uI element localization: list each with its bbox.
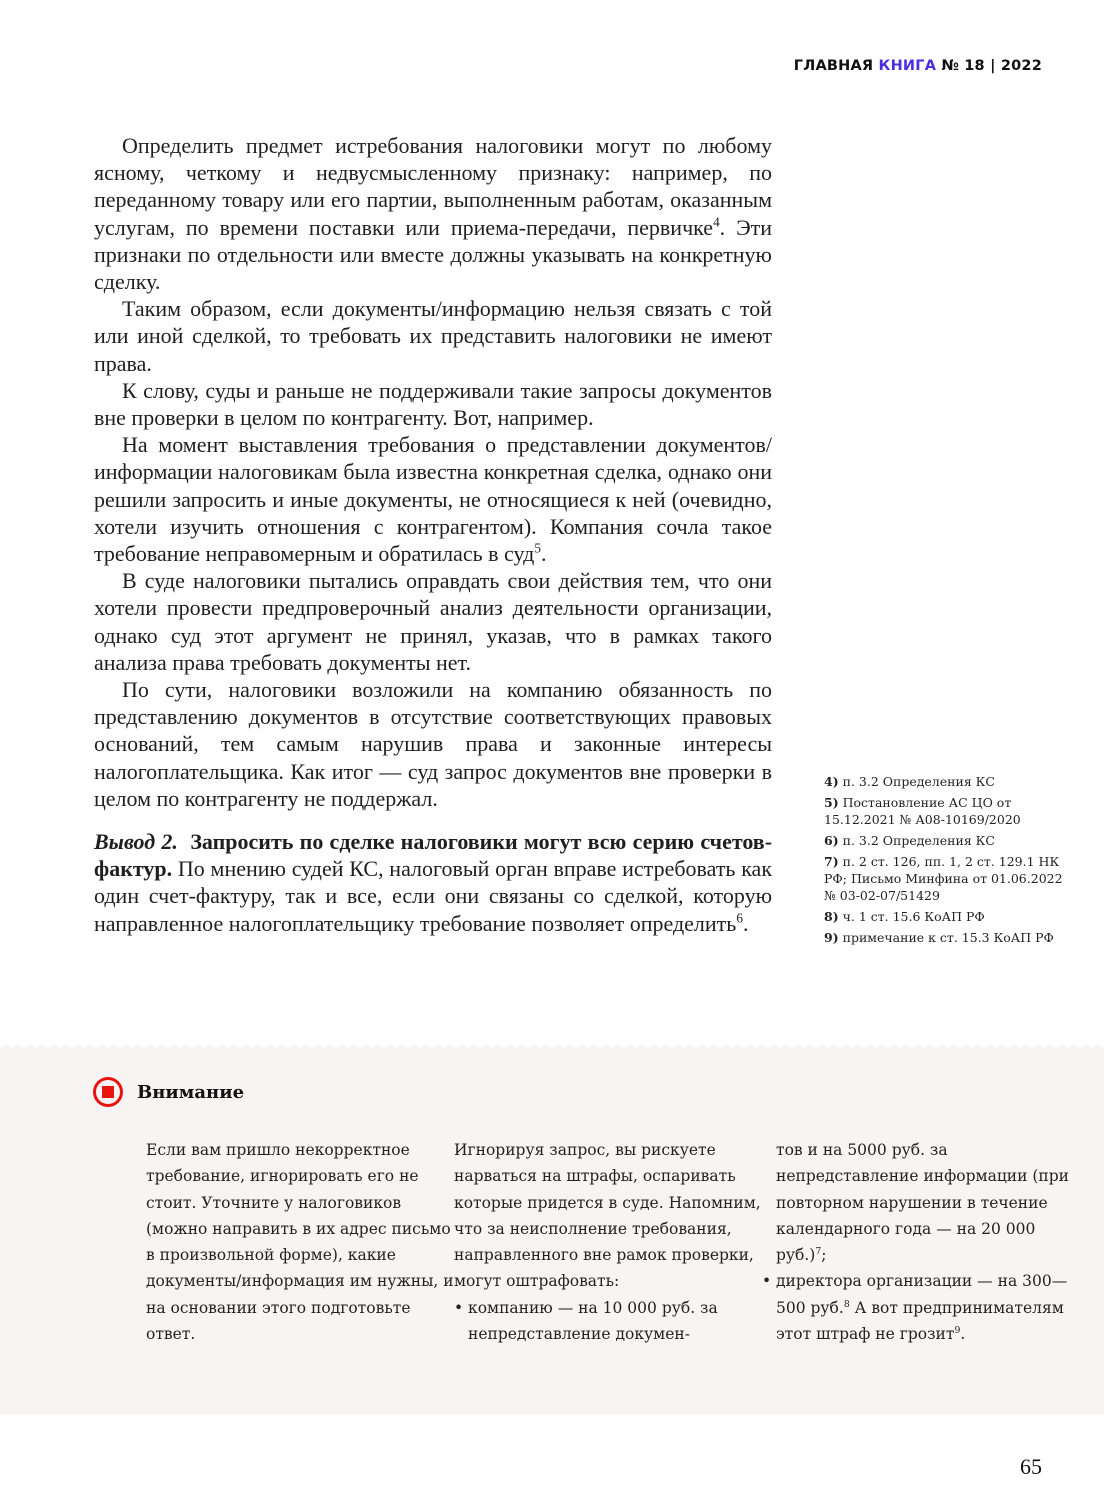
footnote: 4) п. 3.2 Определения КС [824,774,995,789]
paragraph: К слову, суды и раньше не поддерживали такие запросы документов вне проверки в целом по контрагенту. Вот, например. [94,377,772,431]
footnote: 6) п. 3.2 Определения КС [824,833,995,848]
brand-name: ГЛАВНАЯ [793,58,874,74]
conclusion-label: Вывод 2. [94,829,178,855]
footnote: 5) Постановление АС ЦО от 15.12.2021 № А08-10169/2020 [824,795,1021,827]
list-item-continued: тов и на 5000 руб. за непредставление информации (при повторном нарушении в течение календарного года — на 20 000 руб.)$^7$; [776,1141,1070,1265]
footnote: 7) п. 2 ст. 126, пп. 1, 2 ст. 129.1 НК РФ; Письмо Минфина от 01.06.2022 № 03-02-07/51429 [824,854,1063,903]
scalloped-edge [0,1042,1104,1050]
footnotes-sidebar [824,773,1064,950]
paragraph: Определить предмет истребования налоговики могут по любому ясному, четкому и недвусмысленному признаку: например, по переданному товару или его партии, выполненным работам, оказанным услугам, по времени поставки или приема-передачи, первичке$^4$. Эти признаки по отдельности или вместе должны указывать на конкретную сделку. [94,133,772,295]
fines-list [454,1295,762,1348]
page-number: 65 [1020,1454,1042,1479]
stop-warning-icon [93,1077,123,1107]
fines-list-continued [762,1137,1070,1347]
attention-callout [0,1048,1104,1414]
callout-column-2: Игнорируя запрос, вы рискуете нарваться на штрафы, оспаривать которые придется в суде. Напомним, что за неисполнение требования, направленного вне рамок проверки, могут оштрафовать: • компанию — на 10 000 руб. за непредставление докумен- [454,1137,762,1347]
callout-column-1: Если вам пришло некорректное требование, игнорировать его не стоит. Уточните у налоговиков (можно направить в их адрес письмо в произвольной форме), какие документы/информация им нужны, и на основании этого подготовьте ответ. [146,1141,454,1344]
callout-header [93,1077,244,1107]
brand-name-accent: КНИГА [878,58,937,74]
issue-number: № 18 | 2022 [941,58,1042,74]
list-item: • директора организации — на 300—500 руб.$^8$ А вот предпринимателям этот штраф не грозит$^9$. [762,1268,1070,1347]
paragraph: На момент выставления требования о представлении документов/информации налоговикам была известна конкретная сделка, однако они решили запросить и иные документы, не относящиеся к ней (очевидно, хотели изучить отношения с контрагентом). Компания сочла такое требование неправомерным и обратилась в суд$^5$. [94,432,772,567]
footnote-ref[interactable]: 4 [713,214,720,230]
footnote: 9) примечание к ст. 15.3 КоАП РФ [824,930,1054,945]
paragraph: По сути, налоговики возложили на компанию обязанность по представлению документов в отсутствие соответствующих правовых оснований, тем самым нарушив права и законные интересы налогоплательщика. Как итог — суд запрос документов вне проверки в целом по контрагенту не поддержал. [94,677,772,811]
article-body [94,132,772,937]
footnote-ref[interactable]: 9 [954,1324,961,1336]
footnote: 8) ч. 1 ст. 15.6 КоАП РФ [824,909,985,924]
footnote-ref[interactable]: 5 [534,540,541,556]
callout-columns [146,1137,1070,1347]
conclusion-headline: Запросить по сделке налоговики могут всю серию счетов-фактур. [94,829,773,882]
list-item: • компанию — на 10 000 руб. за непредставление докумен- [454,1295,762,1348]
callout-title: Внимание [137,1081,245,1103]
conclusion-paragraph: Вывод 2. Запросить по сделке налоговики могут всю серию счетов-фактур. По мнению судей КС, налоговый орган вправе истребовать как один счет-фактуру, так и все, если они связаны со сделкой, которую направленное налогоплательщику требование позволяет определить$^6$. [94,829,773,936]
footnote-ref[interactable]: 6 [736,910,743,926]
paragraph: Таким образом, если документы/информацию нельзя связать с той или иной сделкой, то требовать их представить налоговики не имеют права. [94,296,772,376]
footnote-ref[interactable]: 7 [815,1246,822,1258]
magazine-masthead [794,58,1042,74]
footnote-ref[interactable]: 8 [843,1298,850,1310]
paragraph: В суде налоговики пытались оправдать свои действия тем, что они хотели провести предпроверочный анализ деятельности организации, однако суд этот аргумент не принял, указав, что в рамках такого анализа права требовать документы нет. [94,568,772,675]
callout-column-3 [762,1137,1070,1347]
